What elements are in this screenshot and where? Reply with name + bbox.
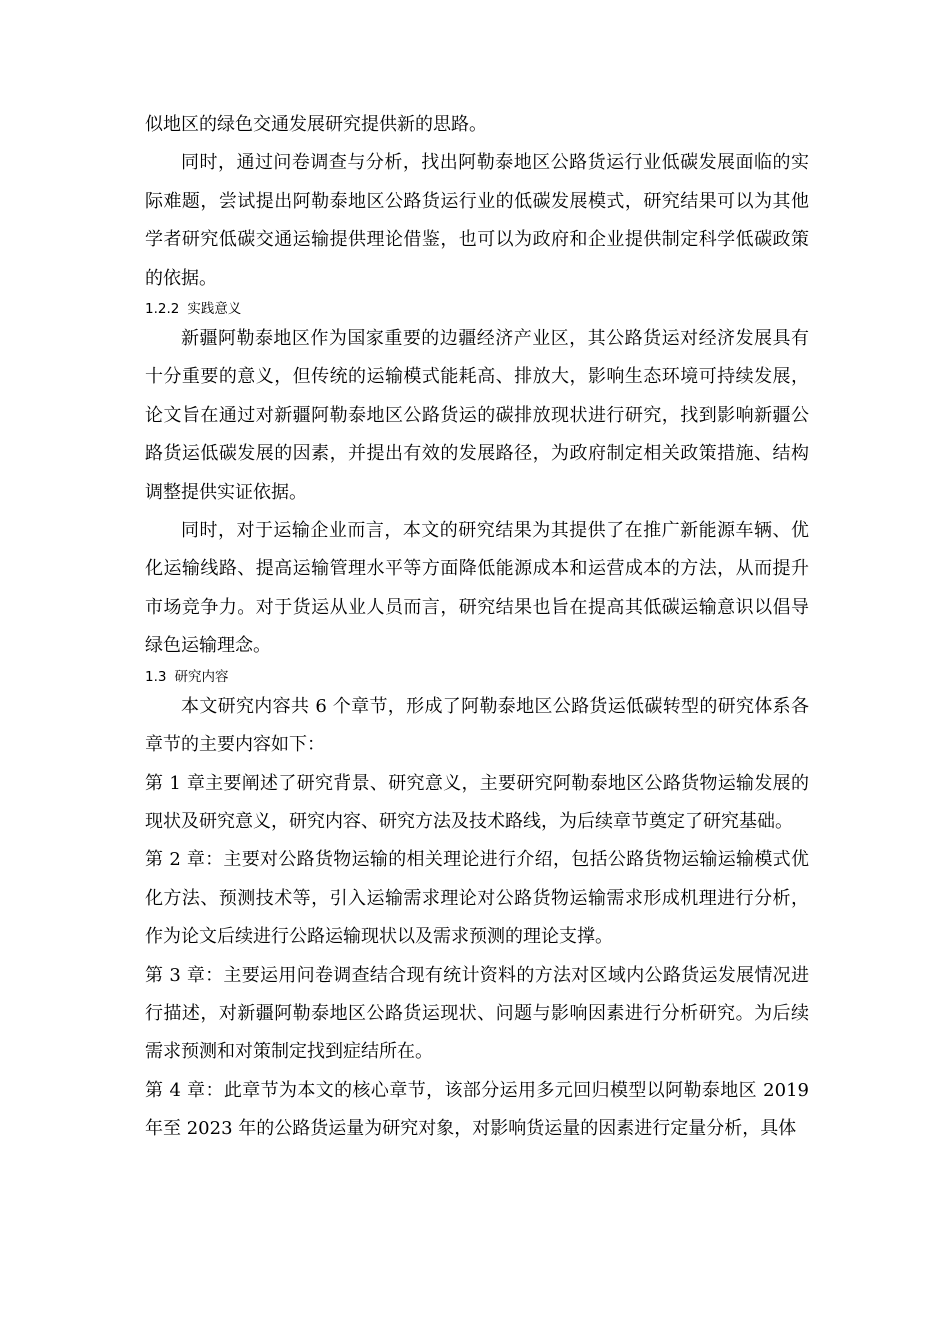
section-title: 研究内容 (174, 668, 229, 685)
paragraph-continuation: 似地区的绿色交通发展研究提供新的思路。 (145, 114, 487, 135)
paragraph-chapter-2: 第 2 章：主要对公路货物运输的相关理论进行介绍，包括公路货物运输运输模式优化方法、预测技术等，引入运输需求理论对公路货物运输需求形成机理进行分析，作为论文后续进行公路运输现状以及需求预测的理论支撑。 (145, 849, 809, 948)
section-title: 实践意义 (187, 301, 242, 318)
document-body (145, 106, 809, 1149)
paragraph-chapter-3: 第 3 章：主要运用问卷调查结合现有统计资料的方法对区域内公路货运发展情况进行描述，对新疆阿勒泰地区公路货运现状、问题与影响因素进行分析研究。为后续需求预测和对策制定找到症结所在。 (145, 964, 809, 1063)
section-heading-1-2-2 (145, 298, 809, 320)
paragraph-practical-significance-1: 新疆阿勒泰地区作为国家重要的边疆经济产业区，其公路货运对经济发展具有十分重要的意义，但传统的运输模式能耗高、排放大，影响生态环境可持续发展，论文旨在通过对新疆阿勒泰地区公路货运的碳排放现状进行研究，找到影响新疆公路货运低碳发展的因素，并提出有效的发展路径，为政府制定相关政策措施、结构调整提供实证依据。 (145, 328, 809, 503)
paragraph-practical-significance-2: 同时，对于运输企业而言，本文的研究结果为其提供了在推广新能源车辆、优化运输线路、提高运输管理水平等方面降低能源成本和运营成本的方法，从而提升市场竞争力。对于货运从业人员而言，研究结果也旨在提高其低碳运输意识以倡导绿色运输理念。 (145, 520, 809, 657)
section-heading-1-3 (145, 666, 809, 688)
paragraph-chapter-1: 第 1 章主要阐述了研究背景、研究意义，主要研究阿勒泰地区公路货物运输发展的现状及研究意义，研究内容、研究方法及技术路线，为后续章节奠定了研究基础。 (145, 772, 809, 832)
paragraph-chapter-4: 第 4 章：此章节为本文的核心章节，该部分运用多元回归模型以阿勒泰地区 2019 年至 2023 年的公路货运量为研究对象，对影响货运量的因素进行定量分析，具体 (145, 1079, 809, 1140)
paragraph-theoretical-significance: 同时，通过问卷调查与分析，找出阿勒泰地区公路货运行业低碳发展面临的实际难题，尝试提出阿勒泰地区公路货运行业的低碳发展模式，研究结果可以为其他学者研究低碳交通运输提供理论借鉴，也可以为政府和企业提供制定科学低碳政策的依据。 (145, 152, 809, 289)
paragraph-research-content-intro: 本文研究内容共 6 个章节，形成了阿勒泰地区公路货运低碳转型的研究体系各章节的主要内容如下： (145, 695, 809, 756)
section-number: 1.3 (145, 668, 167, 685)
section-number: 1.2.2 (145, 301, 180, 318)
